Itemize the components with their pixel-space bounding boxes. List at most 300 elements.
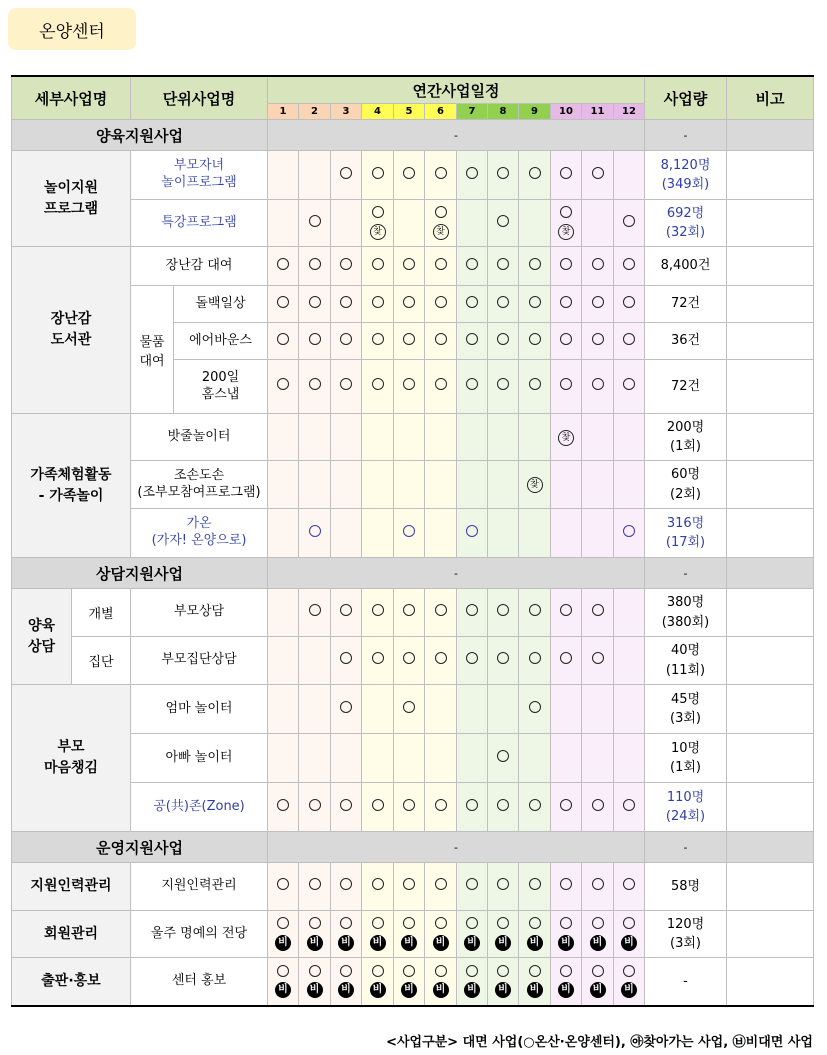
month-cell bbox=[614, 637, 645, 685]
face-to-face-mark bbox=[488, 296, 518, 312]
remark bbox=[727, 911, 814, 958]
face-to-face-mark bbox=[582, 799, 613, 815]
unit-name-text: 밧줄놀이터 bbox=[167, 428, 231, 444]
face-to-face-mark bbox=[331, 296, 361, 312]
month-cell bbox=[299, 461, 331, 509]
non-face-to-face-mark: 비 bbox=[582, 934, 613, 951]
month-cell bbox=[519, 323, 551, 360]
face-to-face-mark bbox=[425, 799, 456, 815]
remark bbox=[727, 637, 814, 685]
face-to-face-mark bbox=[362, 604, 393, 620]
remark bbox=[727, 360, 814, 414]
month-cell bbox=[268, 200, 299, 247]
face-to-face-mark bbox=[299, 258, 330, 274]
section-dash-text: - bbox=[454, 128, 458, 142]
face-to-face-mark bbox=[582, 878, 613, 894]
month-cell bbox=[551, 200, 582, 247]
volume-text: 10명 (1회) bbox=[670, 740, 701, 775]
month-cell bbox=[614, 286, 645, 323]
non-face-to-face-mark: 비 bbox=[362, 981, 393, 998]
section-volume-dash bbox=[645, 832, 727, 863]
month-cell bbox=[457, 286, 488, 323]
face-to-face-mark bbox=[394, 965, 424, 981]
month-cell bbox=[394, 783, 425, 832]
face-to-face-mark bbox=[551, 333, 581, 349]
non-face-to-face-mark: 비 bbox=[394, 934, 424, 951]
month-cell bbox=[614, 323, 645, 360]
face-to-face-mark bbox=[394, 296, 424, 312]
month-cell bbox=[362, 360, 394, 414]
month-cell bbox=[299, 958, 331, 1006]
month-header: 8 bbox=[488, 104, 519, 120]
face-to-face-mark bbox=[614, 296, 644, 312]
month-cell bbox=[551, 461, 582, 509]
face-to-face-mark bbox=[425, 378, 456, 394]
group-parent-mind bbox=[12, 685, 131, 832]
month-cell bbox=[519, 589, 551, 637]
month-cell bbox=[614, 360, 645, 414]
face-to-face-mark bbox=[551, 206, 581, 222]
unit-name-text: 특강프로그램 bbox=[161, 214, 237, 230]
month-cell bbox=[519, 461, 551, 509]
month-cell bbox=[299, 286, 331, 323]
face-to-face-mark bbox=[268, 296, 298, 312]
face-to-face-mark bbox=[362, 799, 393, 815]
face-to-face-mark bbox=[331, 701, 361, 717]
unit-name-text: 아빠 놀이터 bbox=[165, 749, 233, 765]
section-title-text: 운영지원사업 bbox=[96, 838, 183, 857]
face-to-face-mark bbox=[331, 917, 361, 933]
month-cell bbox=[425, 911, 457, 958]
face-to-face-mark bbox=[268, 799, 298, 815]
section-remark bbox=[727, 120, 814, 151]
face-to-face-mark bbox=[425, 965, 456, 981]
month-cell bbox=[488, 863, 519, 911]
face-to-face-mark bbox=[488, 167, 518, 183]
face-to-face-mark bbox=[551, 652, 581, 668]
face-to-face-mark bbox=[331, 799, 361, 815]
face-to-face-mark bbox=[268, 965, 298, 981]
volume-text: 120명 (3회) bbox=[666, 916, 705, 951]
face-to-face-mark bbox=[457, 296, 487, 312]
volume bbox=[645, 323, 727, 360]
face-to-face-mark bbox=[268, 258, 298, 274]
month-cell bbox=[331, 734, 362, 783]
face-to-face-mark bbox=[488, 878, 518, 894]
month-cell bbox=[614, 414, 645, 461]
volume bbox=[645, 360, 727, 414]
month-cell bbox=[519, 685, 551, 734]
volume-text: 60명 (2회) bbox=[670, 467, 701, 502]
month-cell bbox=[614, 783, 645, 832]
face-to-face-mark bbox=[488, 965, 518, 981]
month-cell bbox=[331, 509, 362, 558]
face-to-face-mark bbox=[551, 917, 581, 933]
month-cell bbox=[331, 863, 362, 911]
month-cell bbox=[331, 414, 362, 461]
month-cell bbox=[519, 734, 551, 783]
month-cell bbox=[551, 783, 582, 832]
volume bbox=[645, 958, 727, 1006]
face-to-face-mark bbox=[331, 258, 361, 274]
face-to-face-mark bbox=[488, 750, 518, 766]
unit-name-text: 가온 (가자! 온양으로) bbox=[151, 516, 247, 548]
group-staff-text: 지원인력관리 bbox=[30, 878, 112, 894]
non-face-to-face-mark: 비 bbox=[488, 981, 518, 998]
outreach-mark: 찾 bbox=[519, 476, 550, 493]
month-cell bbox=[519, 200, 551, 247]
month-cell bbox=[457, 637, 488, 685]
month-cell bbox=[362, 783, 394, 832]
volume-text: 316명 (17회) bbox=[665, 515, 706, 550]
month-cell bbox=[488, 911, 519, 958]
month-cell bbox=[425, 589, 457, 637]
month-cell bbox=[394, 414, 425, 461]
month-cell bbox=[551, 286, 582, 323]
group-member bbox=[12, 911, 131, 958]
month-cell bbox=[551, 509, 582, 558]
volume bbox=[645, 200, 727, 247]
month-cell bbox=[519, 863, 551, 911]
month-cell bbox=[488, 286, 519, 323]
face-to-face-mark bbox=[488, 799, 518, 815]
month-cell bbox=[268, 247, 299, 286]
face-to-face-mark bbox=[362, 878, 393, 894]
month-cell bbox=[519, 509, 551, 558]
header-remark: 비고 bbox=[727, 76, 814, 120]
month-cell bbox=[394, 509, 425, 558]
month-cell bbox=[268, 637, 299, 685]
non-face-to-face-mark: 비 bbox=[425, 981, 456, 998]
face-to-face-mark bbox=[551, 878, 581, 894]
month-cell bbox=[488, 360, 519, 414]
face-to-face-mark bbox=[457, 965, 487, 981]
month-cell bbox=[551, 637, 582, 685]
month-cell bbox=[394, 958, 425, 1006]
group-group-text: 집단 bbox=[88, 655, 114, 670]
unit-name bbox=[131, 911, 268, 958]
month-cell bbox=[551, 589, 582, 637]
face-to-face-mark bbox=[519, 378, 550, 394]
face-to-face-mark bbox=[551, 296, 581, 312]
month-cell bbox=[268, 509, 299, 558]
group-toy-library bbox=[12, 247, 131, 414]
center-tag: 온양센터 bbox=[8, 8, 136, 50]
month-cell bbox=[488, 509, 519, 558]
section-dash bbox=[268, 120, 645, 151]
face-to-face-mark bbox=[299, 215, 330, 231]
month-cell bbox=[394, 589, 425, 637]
month-cell bbox=[488, 637, 519, 685]
unit-name bbox=[131, 685, 268, 734]
face-to-face-mark bbox=[425, 917, 456, 933]
non-face-to-face-mark: 비 bbox=[519, 981, 550, 998]
month-cell bbox=[551, 414, 582, 461]
month-cell bbox=[268, 323, 299, 360]
month-cell bbox=[362, 509, 394, 558]
month-header: 11 bbox=[582, 104, 614, 120]
month-cell bbox=[331, 461, 362, 509]
month-cell bbox=[614, 589, 645, 637]
unit-name-text: 부모상담 bbox=[173, 604, 225, 620]
volume-text: 72건 bbox=[670, 296, 701, 312]
volume-text: 58명 bbox=[670, 878, 701, 894]
section-dash-text: - bbox=[454, 840, 458, 854]
month-cell bbox=[299, 414, 331, 461]
face-to-face-mark bbox=[488, 378, 518, 394]
face-to-face-mark bbox=[457, 878, 487, 894]
non-face-to-face-mark: 비 bbox=[614, 981, 644, 998]
month-cell bbox=[488, 200, 519, 247]
month-cell bbox=[519, 360, 551, 414]
face-to-face-mark bbox=[488, 258, 518, 274]
month-cell bbox=[268, 863, 299, 911]
outreach-mark: 찾 bbox=[362, 223, 393, 240]
face-to-face-mark bbox=[488, 215, 518, 231]
non-face-to-face-mark: 비 bbox=[551, 934, 581, 951]
face-to-face-mark bbox=[614, 917, 644, 933]
unit-name bbox=[174, 360, 268, 414]
section-remark bbox=[727, 558, 814, 589]
month-cell bbox=[425, 863, 457, 911]
month-cell bbox=[268, 286, 299, 323]
face-to-face-mark bbox=[331, 604, 361, 620]
face-to-face-mark bbox=[614, 215, 644, 231]
face-to-face-mark bbox=[551, 604, 581, 620]
remark bbox=[727, 247, 814, 286]
month-cell bbox=[299, 863, 331, 911]
volume-text: 8,120명 (349회) bbox=[660, 157, 711, 192]
unit-name bbox=[131, 958, 268, 1006]
month-cell bbox=[394, 151, 425, 200]
month-cell bbox=[582, 958, 614, 1006]
month-cell bbox=[582, 734, 614, 783]
face-to-face-mark bbox=[519, 652, 550, 668]
volume-text: 692명 (32회) bbox=[665, 205, 706, 240]
face-to-face-mark bbox=[362, 917, 393, 933]
unit-name-text: 200일 홈스냅 bbox=[201, 369, 240, 402]
month-cell bbox=[457, 414, 488, 461]
section-volume-dash bbox=[645, 558, 727, 589]
remark bbox=[727, 863, 814, 911]
month-cell bbox=[394, 200, 425, 247]
remark bbox=[727, 685, 814, 734]
group-play-program bbox=[12, 151, 131, 247]
month-cell bbox=[614, 151, 645, 200]
non-face-to-face-mark: 비 bbox=[331, 981, 361, 998]
face-to-face-mark bbox=[394, 604, 424, 620]
month-cell bbox=[582, 286, 614, 323]
face-to-face-mark bbox=[519, 701, 550, 717]
month-cell bbox=[614, 911, 645, 958]
group-parenting-counsel bbox=[12, 589, 72, 685]
month-cell bbox=[488, 685, 519, 734]
face-to-face-mark bbox=[614, 333, 644, 349]
month-cell bbox=[551, 911, 582, 958]
unit-name bbox=[131, 151, 268, 200]
face-to-face-mark bbox=[299, 333, 330, 349]
face-to-face-mark bbox=[457, 525, 487, 541]
month-cell bbox=[331, 637, 362, 685]
month-cell bbox=[457, 461, 488, 509]
group-item-rental-text: 물품 대여 bbox=[139, 334, 165, 369]
month-cell bbox=[457, 323, 488, 360]
month-cell bbox=[362, 200, 394, 247]
face-to-face-mark bbox=[394, 917, 424, 933]
group-staff bbox=[12, 863, 131, 911]
face-to-face-mark bbox=[394, 878, 424, 894]
section-volume-dash-text: - bbox=[683, 840, 688, 854]
month-cell bbox=[582, 783, 614, 832]
remark bbox=[727, 323, 814, 360]
face-to-face-mark bbox=[457, 799, 487, 815]
volume bbox=[645, 685, 727, 734]
volume-text: 8,400건 bbox=[660, 258, 711, 274]
month-cell bbox=[425, 685, 457, 734]
month-cell bbox=[551, 734, 582, 783]
month-cell bbox=[425, 509, 457, 558]
face-to-face-mark bbox=[519, 258, 550, 274]
month-cell bbox=[582, 509, 614, 558]
month-cell bbox=[331, 323, 362, 360]
face-to-face-mark bbox=[299, 799, 330, 815]
month-cell bbox=[457, 509, 488, 558]
section-title-text: 상담지원사업 bbox=[96, 564, 183, 583]
face-to-face-mark bbox=[457, 652, 487, 668]
month-cell bbox=[582, 461, 614, 509]
non-face-to-face-mark: 비 bbox=[614, 934, 644, 951]
face-to-face-mark bbox=[582, 258, 613, 274]
volume bbox=[645, 589, 727, 637]
unit-name-text: 돌백일상 bbox=[195, 295, 246, 311]
month-cell bbox=[331, 286, 362, 323]
face-to-face-mark bbox=[582, 965, 613, 981]
volume-text: 36건 bbox=[670, 333, 701, 349]
face-to-face-mark bbox=[362, 652, 393, 668]
face-to-face-mark bbox=[614, 525, 644, 541]
month-cell bbox=[519, 414, 551, 461]
outreach-mark: 찾 bbox=[425, 223, 456, 240]
non-face-to-face-mark: 비 bbox=[457, 981, 487, 998]
month-cell bbox=[614, 863, 645, 911]
month-cell bbox=[394, 247, 425, 286]
month-cell bbox=[331, 911, 362, 958]
legend: <사업구분> 대면 사업(○온산·온양센터), ㉵찾아가는 사업, ㉥비대면 사업 bbox=[386, 1035, 813, 1050]
month-cell bbox=[299, 685, 331, 734]
month-cell bbox=[299, 734, 331, 783]
month-cell bbox=[268, 783, 299, 832]
unit-name-text: 부모자녀 놀이프로그램 bbox=[161, 158, 237, 190]
unit-name-text: 장난감 대여 bbox=[165, 257, 233, 273]
remark bbox=[727, 734, 814, 783]
face-to-face-mark bbox=[299, 604, 330, 620]
face-to-face-mark bbox=[299, 525, 330, 541]
month-cell bbox=[551, 958, 582, 1006]
section-title bbox=[12, 558, 268, 589]
volume-text: 200명 (1회) bbox=[666, 419, 705, 454]
month-header: 4 bbox=[362, 104, 394, 120]
month-cell bbox=[268, 151, 299, 200]
unit-name-text: 울주 명예의 전당 bbox=[150, 925, 248, 941]
month-cell bbox=[362, 734, 394, 783]
month-cell bbox=[394, 734, 425, 783]
non-face-to-face-mark: 비 bbox=[299, 981, 330, 998]
face-to-face-mark bbox=[394, 701, 424, 717]
month-cell bbox=[488, 414, 519, 461]
volume bbox=[645, 637, 727, 685]
month-cell bbox=[488, 247, 519, 286]
face-to-face-mark bbox=[519, 917, 550, 933]
month-cell bbox=[519, 637, 551, 685]
month-header: 3 bbox=[331, 104, 362, 120]
face-to-face-mark bbox=[299, 878, 330, 894]
volume bbox=[645, 734, 727, 783]
month-cell bbox=[331, 783, 362, 832]
month-cell bbox=[519, 151, 551, 200]
month-cell bbox=[268, 461, 299, 509]
month-cell bbox=[331, 589, 362, 637]
month-cell bbox=[488, 323, 519, 360]
month-cell bbox=[614, 509, 645, 558]
month-cell bbox=[394, 637, 425, 685]
section-title bbox=[12, 832, 268, 863]
face-to-face-mark bbox=[488, 917, 518, 933]
month-cell bbox=[488, 958, 519, 1006]
month-cell bbox=[551, 151, 582, 200]
month-cell bbox=[394, 323, 425, 360]
month-cell bbox=[425, 360, 457, 414]
remark bbox=[727, 589, 814, 637]
face-to-face-mark bbox=[268, 333, 298, 349]
face-to-face-mark bbox=[425, 206, 456, 222]
face-to-face-mark bbox=[299, 965, 330, 981]
outreach-mark: 찾 bbox=[551, 429, 581, 446]
month-cell bbox=[457, 783, 488, 832]
month-header: 12 bbox=[614, 104, 645, 120]
month-cell bbox=[582, 685, 614, 734]
non-face-to-face-mark: 비 bbox=[519, 934, 550, 951]
non-face-to-face-mark: 비 bbox=[268, 934, 298, 951]
volume-text: 110명 (24회) bbox=[665, 789, 706, 824]
month-cell bbox=[299, 323, 331, 360]
face-to-face-mark bbox=[299, 296, 330, 312]
volume bbox=[645, 911, 727, 958]
month-cell bbox=[551, 863, 582, 911]
header-schedule: 연간사업일정 bbox=[268, 76, 645, 104]
month-cell bbox=[394, 911, 425, 958]
month-cell bbox=[362, 414, 394, 461]
section-volume-dash-text: - bbox=[683, 128, 688, 142]
month-cell bbox=[551, 323, 582, 360]
month-cell bbox=[362, 911, 394, 958]
unit-name bbox=[131, 637, 268, 685]
face-to-face-mark bbox=[362, 206, 393, 222]
non-face-to-face-mark: 비 bbox=[299, 934, 330, 951]
remark bbox=[727, 151, 814, 200]
month-cell bbox=[394, 360, 425, 414]
month-cell bbox=[331, 200, 362, 247]
face-to-face-mark bbox=[425, 333, 456, 349]
month-cell bbox=[362, 685, 394, 734]
month-cell bbox=[488, 734, 519, 783]
face-to-face-mark bbox=[299, 917, 330, 933]
month-cell bbox=[519, 783, 551, 832]
face-to-face-mark bbox=[425, 878, 456, 894]
face-to-face-mark bbox=[268, 878, 298, 894]
header-detail: 세부사업명 bbox=[12, 76, 131, 120]
face-to-face-mark bbox=[425, 652, 456, 668]
header-volume: 사업량 bbox=[645, 76, 727, 120]
